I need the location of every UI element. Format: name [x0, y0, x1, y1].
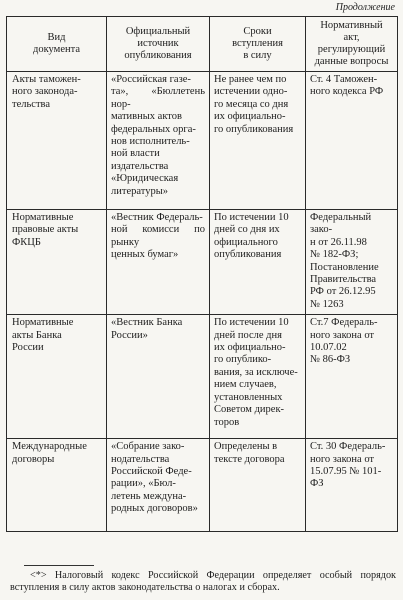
header-entry-into-force: Сроки вступления в силу	[210, 17, 306, 72]
table-row	[7, 72, 398, 210]
legislation-table	[6, 16, 398, 532]
footnote-divider	[24, 565, 94, 566]
table-cell: «Российская газе- та», «Бюллетень нор- мативных актов федеральных орга- нов исполнитель- ной власти издательства «Юридическая литературы»	[107, 72, 210, 210]
table-cell: Ст. 4 Таможен- ного кодекса РФ	[306, 72, 398, 210]
table-row	[7, 315, 398, 439]
table-row	[7, 439, 398, 532]
footnote: <*> Налоговый кодекс Российской Федерации определяет особый порядок вступления в силу актов законодательства о налогах и сборах.	[10, 570, 396, 593]
table-cell: Нормативные правовые акты ФКЦБ	[7, 210, 107, 315]
table-header-row	[7, 17, 398, 72]
table-cell: Международные договоры	[7, 439, 107, 532]
table-cell: Ст. 30 Федераль- ного закона от 15.07.95 № 101- ФЗ	[306, 439, 398, 532]
continuation-label: Продолжение	[335, 2, 395, 13]
table-cell: Определены в тексте договора	[210, 439, 306, 532]
table-cell: По истечении 10 дней после дня их официально- го опублико- вания, за исключе- нием случаев, установленных Советом дирек- торов	[210, 315, 306, 439]
table-row	[7, 210, 398, 315]
table-cell: Федеральный зако- н от 26.11.98 № 182-ФЗ; Постановление Правительства РФ от 26.12.95 № 1263	[306, 210, 398, 315]
header-official-source: Официальный источник опубликования	[107, 17, 210, 72]
table-cell: По истечении 10 дней со дня их официального опубликования	[210, 210, 306, 315]
header-regulating-act: Нормативный акт, регулирующий данные вопросы	[306, 17, 398, 72]
table-cell: Нормативные акты Банка России	[7, 315, 107, 439]
header-document-type: Вид документа	[7, 17, 107, 72]
table-cell: Акты таможен- ного законода- тельства	[7, 72, 107, 210]
table-cell: «Вестник Банка России»	[107, 315, 210, 439]
table-cell: «Собрание зако- нодательства Российской Феде- рации», «Бюл- летень междуна- родных договоров»	[107, 439, 210, 532]
table-cell: Ст.7 Федераль- ного закона от 10.07.02 № 86-ФЗ	[306, 315, 398, 439]
table-cell: «Вестник Федераль- ной комисси по рынку ценных бумаг»	[107, 210, 210, 315]
table-cell: Не ранее чем по истечении одно- го месяца со дня их официально- го опубликования	[210, 72, 306, 210]
